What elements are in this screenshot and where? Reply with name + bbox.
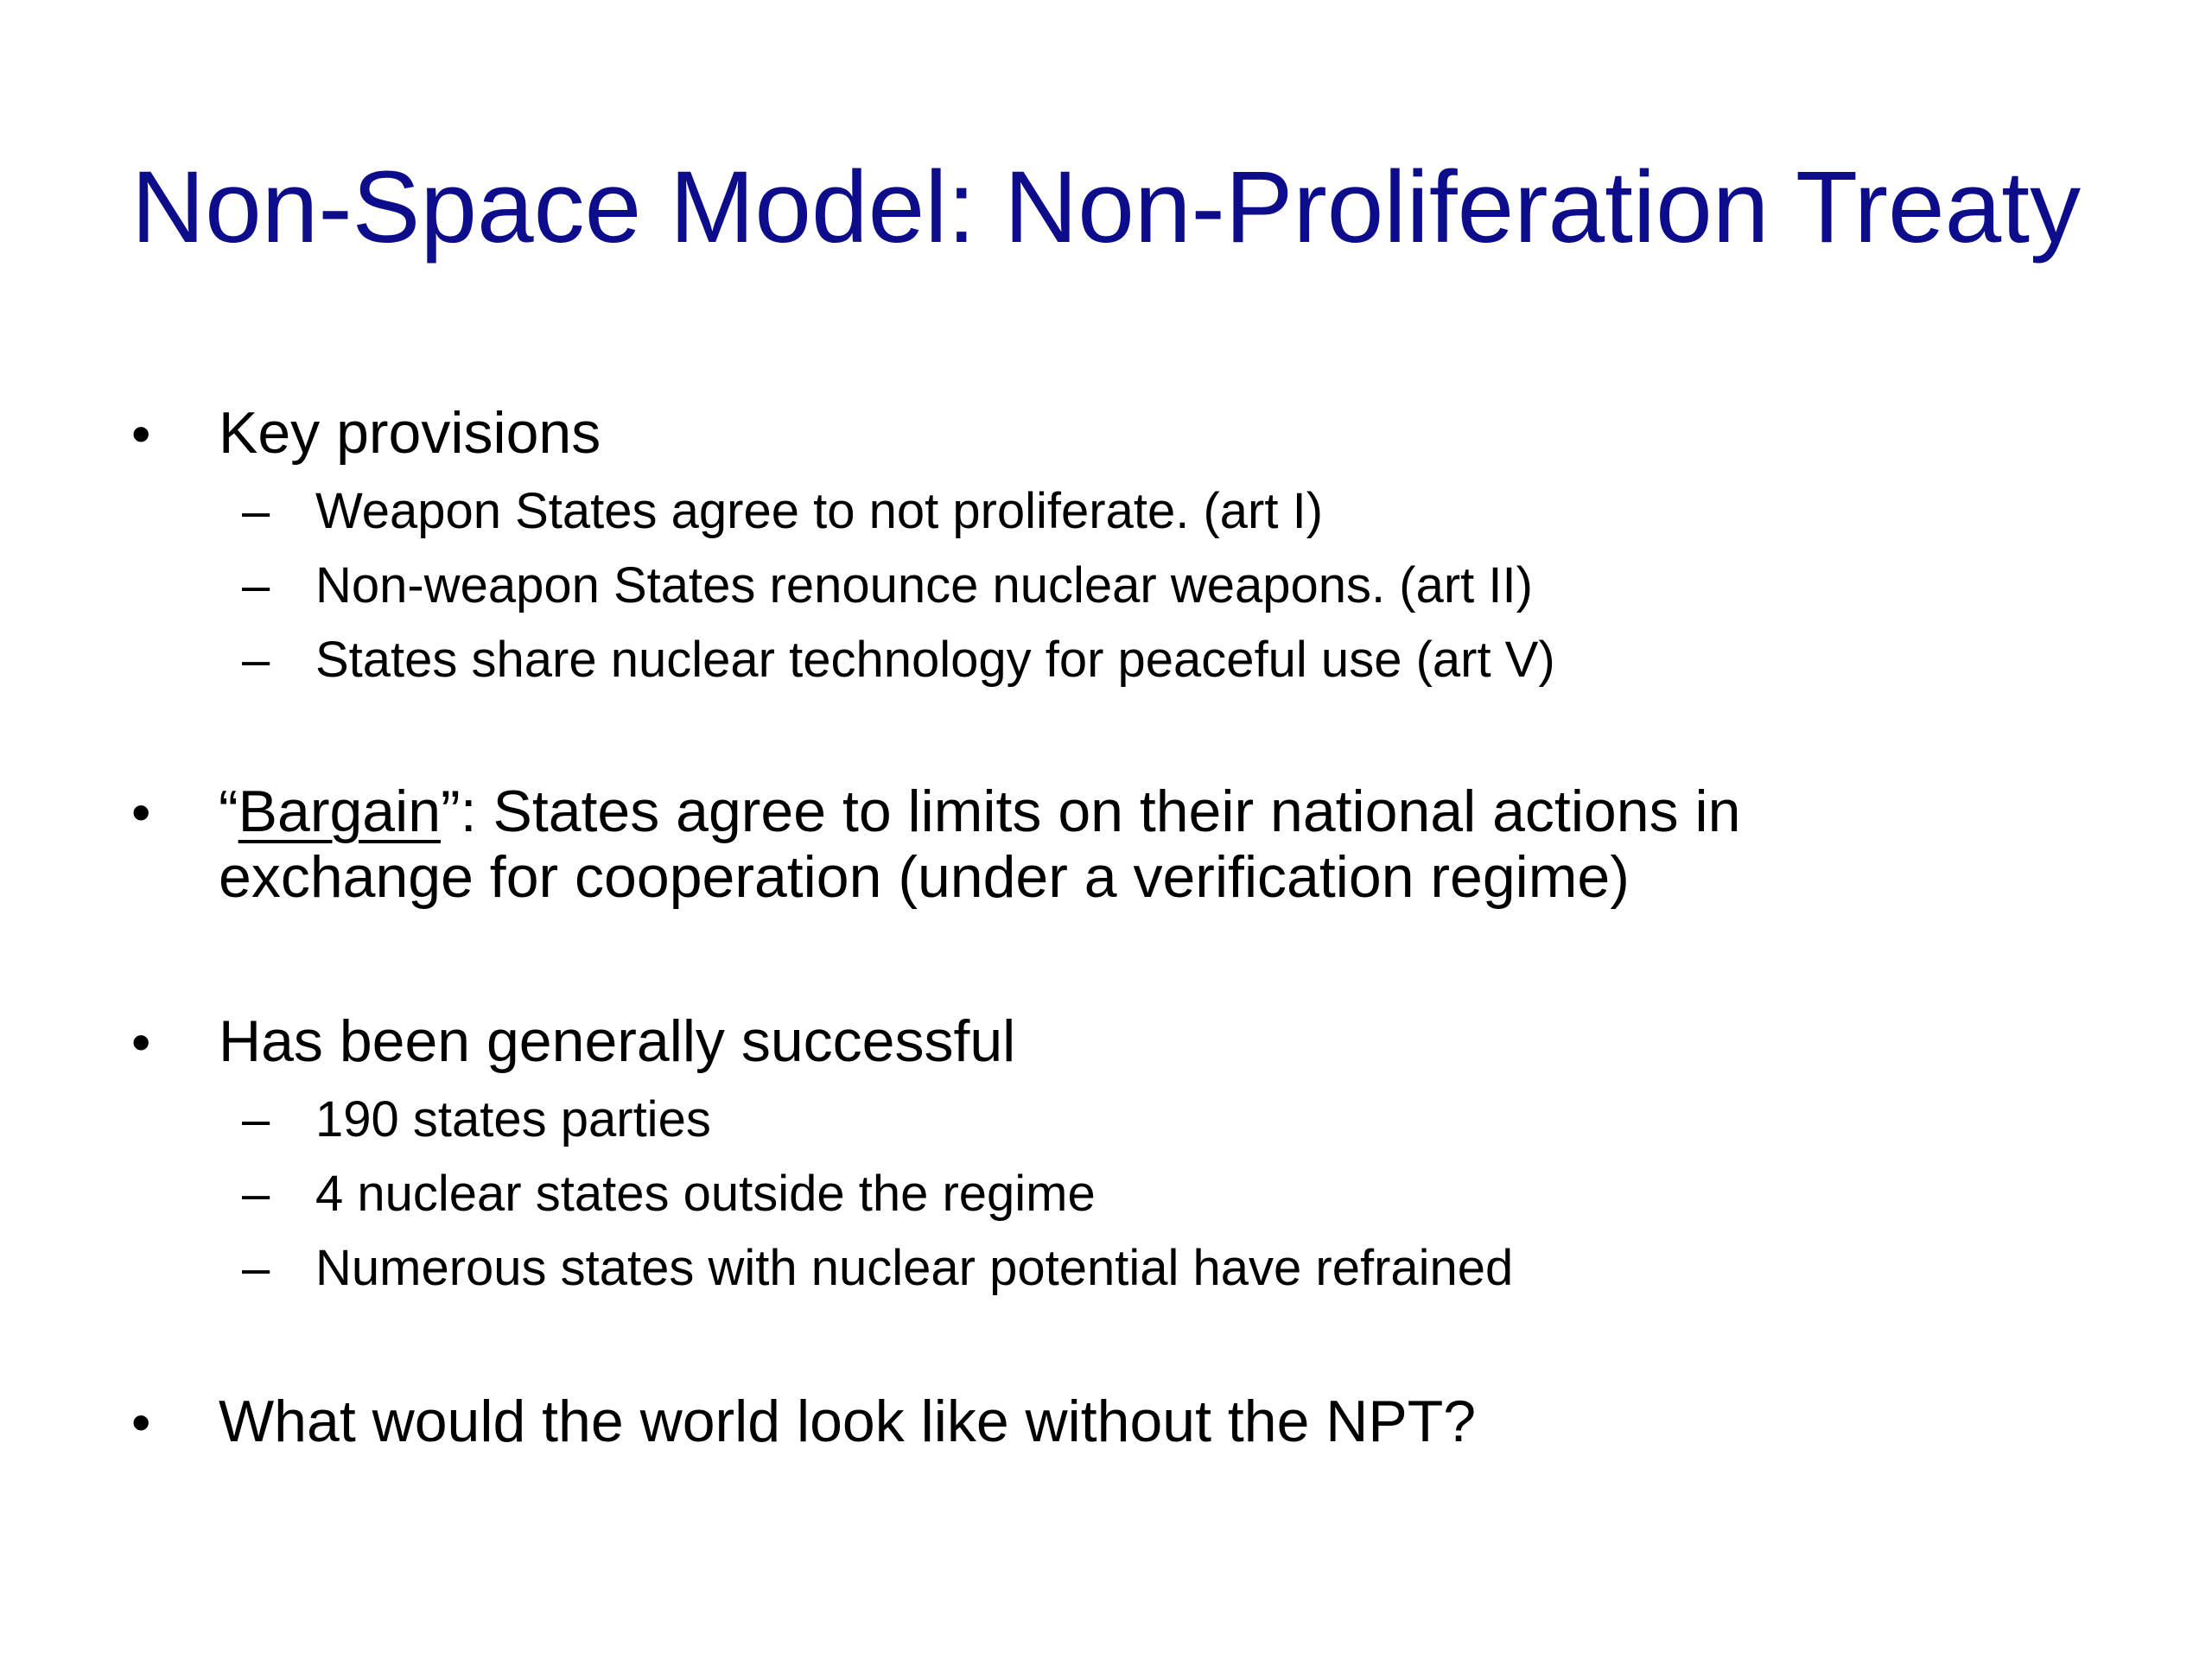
bullet-dot: • — [131, 1391, 151, 1453]
sub-dash: – — [242, 557, 270, 613]
sub-bullet-text: Non-weapon States renounce nuclear weapons. (art II) — [315, 557, 1533, 613]
bullet-text: What would the world look like without the NPT? — [219, 1389, 1477, 1454]
bullet-text-line2: exchange for cooperation (under a verification regime) — [219, 844, 1630, 910]
sub-dash: – — [242, 1240, 270, 1296]
bullet-text: Key provisions — [219, 400, 601, 466]
bargain-term: Bargain — [238, 779, 442, 844]
bullet-dot: • — [131, 1011, 151, 1073]
sub-dash: – — [242, 1166, 270, 1222]
sub-bullet-text: 190 states parties — [315, 1091, 711, 1147]
bullet-text: Has been generally successful — [219, 1008, 1016, 1074]
bullet-text — [219, 778, 1740, 845]
sub-dash: – — [242, 1091, 270, 1147]
bargain-definition: ”: States agree to limits on their national actions in — [441, 779, 1741, 844]
sub-bullet-text: 4 nuclear states outside the regime — [315, 1166, 1096, 1222]
slide-title: Non-Space Model: Non-Proliferation Treaty — [130, 150, 2082, 264]
sub-bullet-text: States share nuclear technology for peaceful use (art V) — [315, 632, 1555, 688]
sub-bullet-text: Numerous states with nuclear potential have refrained — [315, 1240, 1514, 1296]
bullet-dot: • — [131, 403, 151, 465]
sub-dash: – — [242, 483, 270, 539]
open-quote: “ — [219, 779, 238, 844]
bullet-dot: • — [131, 781, 151, 843]
sub-bullet-text: Weapon States agree to not proliferate. (art I) — [315, 483, 1324, 539]
sub-dash: – — [242, 632, 270, 688]
